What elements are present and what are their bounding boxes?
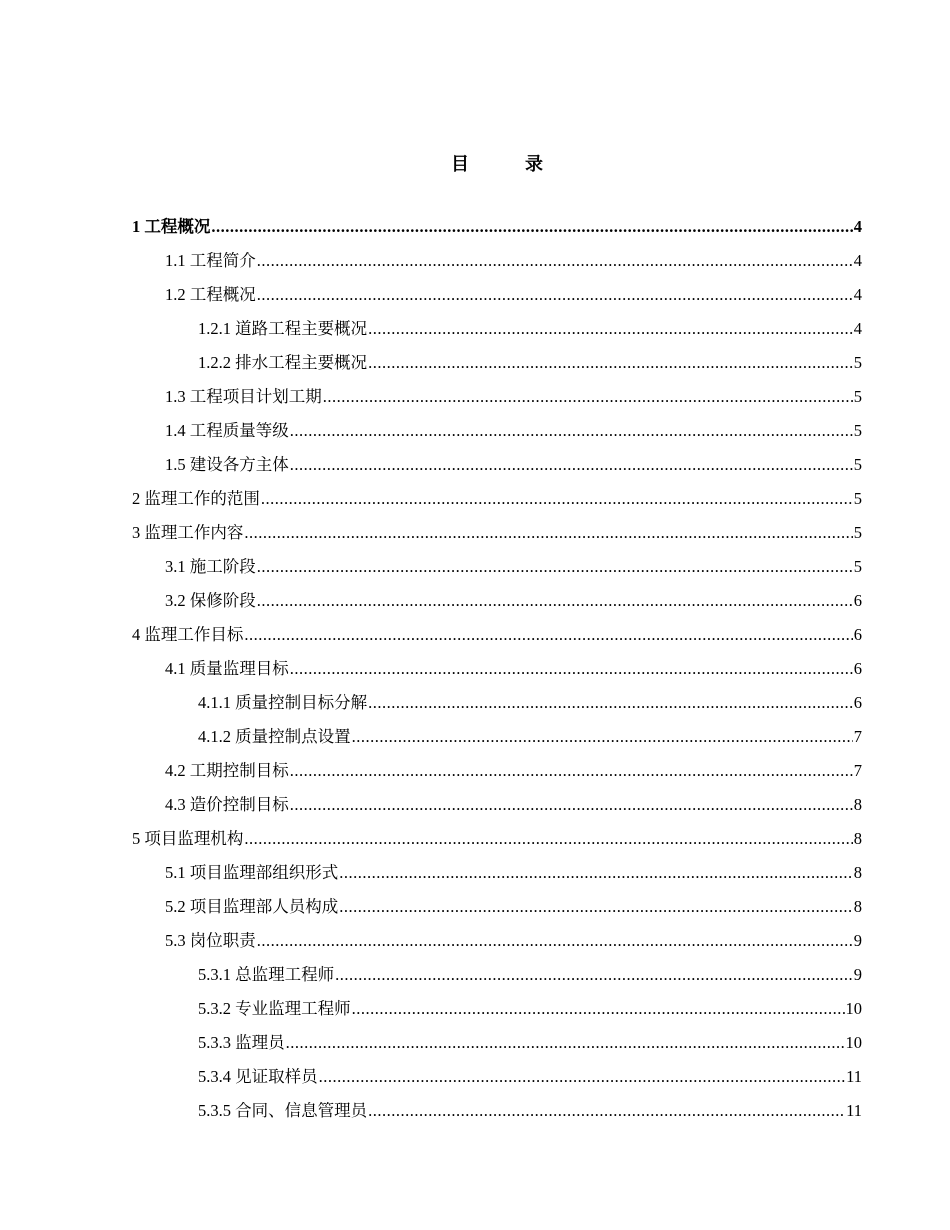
toc-entry-page-number: 8	[853, 795, 862, 814]
toc-entry-page-number: 6	[853, 625, 862, 644]
toc-entry[interactable]	[198, 960, 862, 990]
toc-entry[interactable]	[165, 926, 862, 956]
toc-dot-leader	[257, 246, 853, 276]
toc-entry-label: 5.3.5 合同、信息管理员	[198, 1101, 368, 1120]
toc-entry[interactable]	[165, 790, 862, 820]
toc-entry-page-number: 8	[853, 829, 862, 848]
toc-entry[interactable]	[165, 654, 862, 684]
toc-entry[interactable]	[198, 314, 862, 344]
toc-entry[interactable]	[132, 484, 862, 514]
toc-dot-leader	[290, 756, 853, 786]
toc-entry[interactable]	[132, 518, 862, 548]
toc-entry-label: 5.1 项目监理部组织形式	[165, 863, 339, 882]
toc-entry-page-number: 4	[853, 319, 862, 338]
toc-entry-page-number: 4	[853, 251, 862, 270]
toc-dot-leader	[290, 416, 853, 446]
toc-entry-label: 1.2.1 道路工程主要概况	[198, 319, 368, 338]
toc-entry[interactable]	[165, 246, 862, 276]
toc-entry-label: 1.3 工程项目计划工期	[165, 387, 322, 406]
toc-entry[interactable]	[198, 1028, 862, 1058]
toc-entry-page-number: 6	[853, 659, 862, 678]
toc-dot-leader	[368, 688, 853, 718]
toc-entry[interactable]	[165, 756, 862, 786]
toc-entry-page-number: 7	[853, 727, 862, 746]
toc-entry-label: 1.2.2 排水工程主要概况	[198, 353, 368, 372]
toc-entry-page-number: 10	[845, 1033, 862, 1052]
toc-entry-page-number: 5	[853, 353, 862, 372]
title-char-2: 录	[525, 154, 543, 174]
toc-dot-leader	[290, 790, 853, 820]
toc-dot-leader	[257, 926, 853, 956]
toc-entry-page-number: 5	[853, 421, 862, 440]
toc-dot-leader	[244, 518, 852, 548]
toc-entry[interactable]	[165, 552, 862, 582]
toc-entry-label: 3.1 施工阶段	[165, 557, 256, 576]
toc-entry-page-number: 5	[853, 387, 862, 406]
page-title	[22, 150, 950, 176]
toc-entry-label: 4 监理工作目标	[132, 625, 244, 644]
toc-entry-page-number: 4	[853, 217, 862, 236]
toc-entry-page-number: 7	[853, 761, 862, 780]
toc-entry[interactable]	[165, 450, 862, 480]
toc-entry-label: 5.3.2 专业监理工程师	[198, 999, 351, 1018]
toc-entry-page-number: 9	[853, 931, 862, 950]
toc-entry[interactable]	[198, 348, 862, 378]
toc-dot-leader	[211, 212, 852, 242]
toc-dot-leader	[335, 960, 853, 990]
toc-entry-page-number: 10	[845, 999, 862, 1018]
toc-entry[interactable]	[165, 416, 862, 446]
toc-entry-label: 3.2 保修阶段	[165, 591, 256, 610]
toc-entry-label: 5.3.4 见证取样员	[198, 1067, 318, 1086]
toc-entry[interactable]	[132, 212, 862, 242]
toc-entry-page-number: 6	[853, 591, 862, 610]
toc-entry-page-number: 9	[853, 965, 862, 984]
toc-dot-leader	[319, 1062, 845, 1092]
toc-entry-page-number: 11	[846, 1101, 862, 1120]
toc-entry-page-number: 5	[853, 523, 862, 542]
toc-entry-label: 5 项目监理机构	[132, 829, 244, 848]
toc-dot-leader	[290, 450, 853, 480]
toc-entry-page-number: 4	[853, 285, 862, 304]
toc-entry-page-number: 6	[853, 693, 862, 712]
title-char-1: 目	[451, 154, 469, 174]
toc-entry-label: 1.4 工程质量等级	[165, 421, 289, 440]
toc-entry-label: 1.5 建设各方主体	[165, 455, 289, 474]
toc-dot-leader	[244, 824, 852, 854]
toc-entry-page-number: 8	[853, 863, 862, 882]
toc-entry-label: 4.3 造价控制目标	[165, 795, 289, 814]
toc-dot-leader	[352, 722, 853, 752]
toc-entry[interactable]	[165, 280, 862, 310]
toc-entry[interactable]	[132, 620, 862, 650]
toc-entry-label: 1.2 工程概况	[165, 285, 256, 304]
toc-entry-label: 4.1.1 质量控制目标分解	[198, 693, 368, 712]
toc-dot-leader	[244, 620, 852, 650]
toc-dot-leader	[323, 382, 853, 412]
toc-entry-label: 5.3.3 监理员	[198, 1033, 285, 1052]
toc-dot-leader	[290, 654, 853, 684]
toc-entry-page-number: 11	[846, 1067, 862, 1086]
toc-entry-label: 4.1.2 质量控制点设置	[198, 727, 351, 746]
toc-entry[interactable]	[132, 824, 862, 854]
toc-dot-leader	[368, 1096, 845, 1126]
toc-entry[interactable]	[198, 1096, 862, 1126]
toc-dot-leader	[368, 314, 853, 344]
toc-dot-leader	[339, 892, 853, 922]
toc-dot-leader	[261, 484, 853, 514]
toc-entry[interactable]	[165, 382, 862, 412]
toc-entry-label: 4.1 质量监理目标	[165, 659, 289, 678]
toc-entry-label: 1 工程概况	[132, 217, 211, 236]
toc-entry-page-number: 5	[853, 489, 862, 508]
toc-dot-leader	[257, 280, 853, 310]
toc-entry[interactable]	[165, 858, 862, 888]
toc-entry-label: 4.2 工期控制目标	[165, 761, 289, 780]
toc-entry-page-number: 8	[853, 897, 862, 916]
toc-entry-page-number: 5	[853, 455, 862, 474]
toc-entry[interactable]	[165, 586, 862, 616]
toc-entry[interactable]	[198, 688, 862, 718]
toc-entry-page-number: 5	[853, 557, 862, 576]
toc-dot-leader	[368, 348, 853, 378]
toc-dot-leader	[339, 858, 853, 888]
toc-dot-leader	[286, 1028, 845, 1058]
toc-dot-leader	[257, 552, 853, 582]
toc-entry[interactable]	[165, 892, 862, 922]
toc-entry-label: 5.3 岗位职责	[165, 931, 256, 950]
toc-entry[interactable]	[198, 1062, 862, 1092]
toc-entry-label: 2 监理工作的范围	[132, 489, 260, 508]
toc-entry-label: 1.1 工程简介	[165, 251, 256, 270]
toc-dot-leader	[352, 994, 845, 1024]
toc-entry[interactable]	[198, 994, 862, 1024]
toc-entry-label: 5.2 项目监理部人员构成	[165, 897, 339, 916]
toc-entry[interactable]	[198, 722, 862, 752]
toc-entry-label: 5.3.1 总监理工程师	[198, 965, 335, 984]
toc-dot-leader	[257, 586, 853, 616]
toc-entry-label: 3 监理工作内容	[132, 523, 244, 542]
